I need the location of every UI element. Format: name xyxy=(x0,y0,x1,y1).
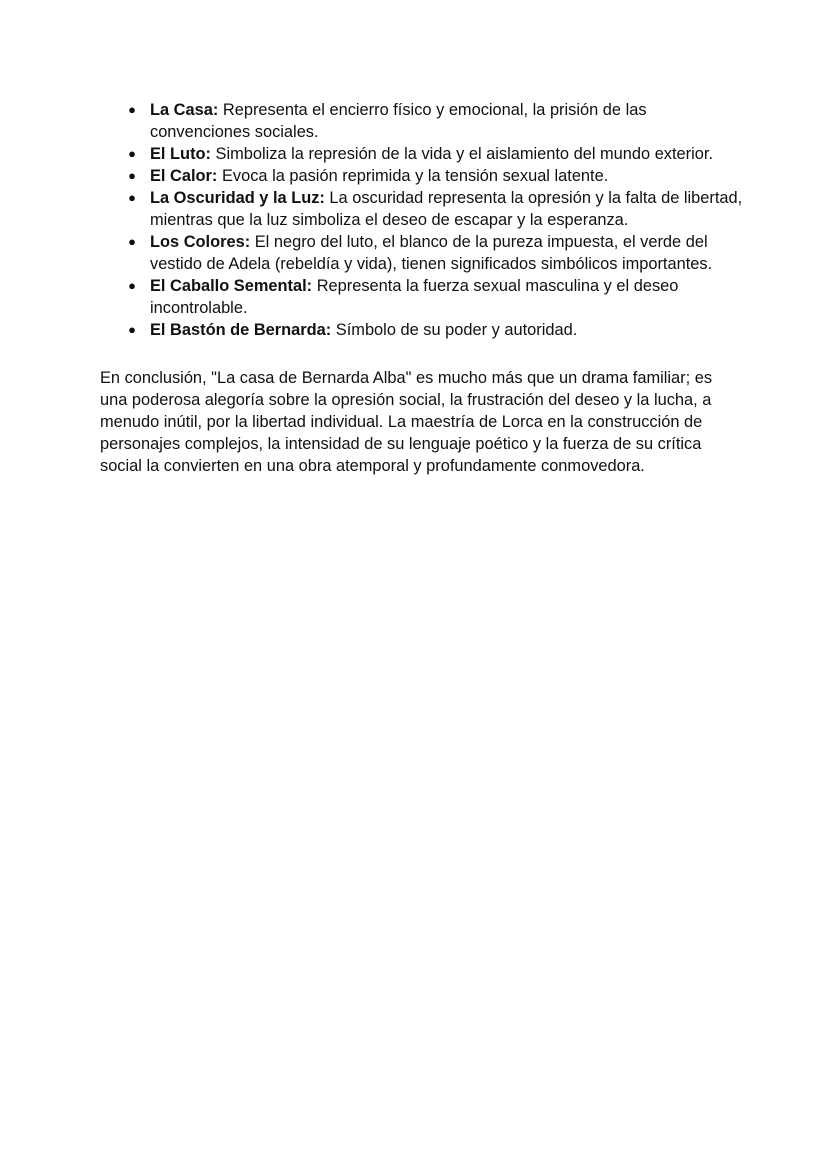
symbol-term: El Luto: xyxy=(150,145,211,163)
symbol-list xyxy=(128,99,750,341)
symbol-description: Evoca la pasión reprimida y la tensión sexual latente. xyxy=(217,167,609,185)
list-item xyxy=(128,99,750,143)
list-item xyxy=(128,187,750,231)
symbol-description: Representa el encierro físico y emocional, la prisión de las convenciones sociales. xyxy=(150,101,647,141)
symbol-description: El negro del luto, el blanco de la pureza impuesta, el verde del vestido de Adela (rebeldía y vida), tienen significados simbólicos importantes. xyxy=(150,233,713,273)
symbol-term: La Casa: xyxy=(150,101,219,119)
bullet-icon: ● xyxy=(128,190,136,205)
bullet-icon: ● xyxy=(128,102,136,117)
symbol-term: El Bastón de Bernarda: xyxy=(150,321,332,339)
symbol-term: El Caballo Semental: xyxy=(150,277,313,295)
list-item xyxy=(128,165,750,187)
bullet-icon: ● xyxy=(128,278,136,293)
list-item xyxy=(128,275,750,319)
symbol-description: Simboliza la represión de la vida y el aislamiento del mundo exterior. xyxy=(211,145,713,163)
symbol-term: La Oscuridad y la Luz: xyxy=(150,189,325,207)
bullet-icon: ● xyxy=(128,234,136,249)
list-item xyxy=(128,143,750,165)
bullet-icon: ● xyxy=(128,146,136,161)
symbol-term: Los Colores: xyxy=(150,233,251,251)
symbol-term: El Calor: xyxy=(150,167,218,185)
bullet-icon: ● xyxy=(128,168,136,183)
list-item xyxy=(128,319,750,341)
symbol-description: Símbolo de su poder y autoridad. xyxy=(331,321,578,339)
list-item xyxy=(128,231,750,275)
symbol-description: Representa la fuerza sexual masculina y el deseo incontrolable. xyxy=(150,277,679,317)
bullet-icon: ● xyxy=(128,322,136,337)
conclusion-paragraph: En conclusión, "La casa de Bernarda Alba" es mucho más que un drama familiar; es una poderosa alegoría sobre la opresión social, la frustración del deseo y la lucha, a menudo inútil, por la libertad individual. La maestría de Lorca en la construcción de personajes complejos, la intensidad de su lenguaje poético y la fuerza de su crítica social la convierten en una obra atemporal y profundamente conmovedora. xyxy=(100,369,713,475)
symbol-description: La oscuridad representa la opresión y la falta de libertad, mientras que la luz simboliza el deseo de escapar y la esperanza. xyxy=(150,189,743,229)
